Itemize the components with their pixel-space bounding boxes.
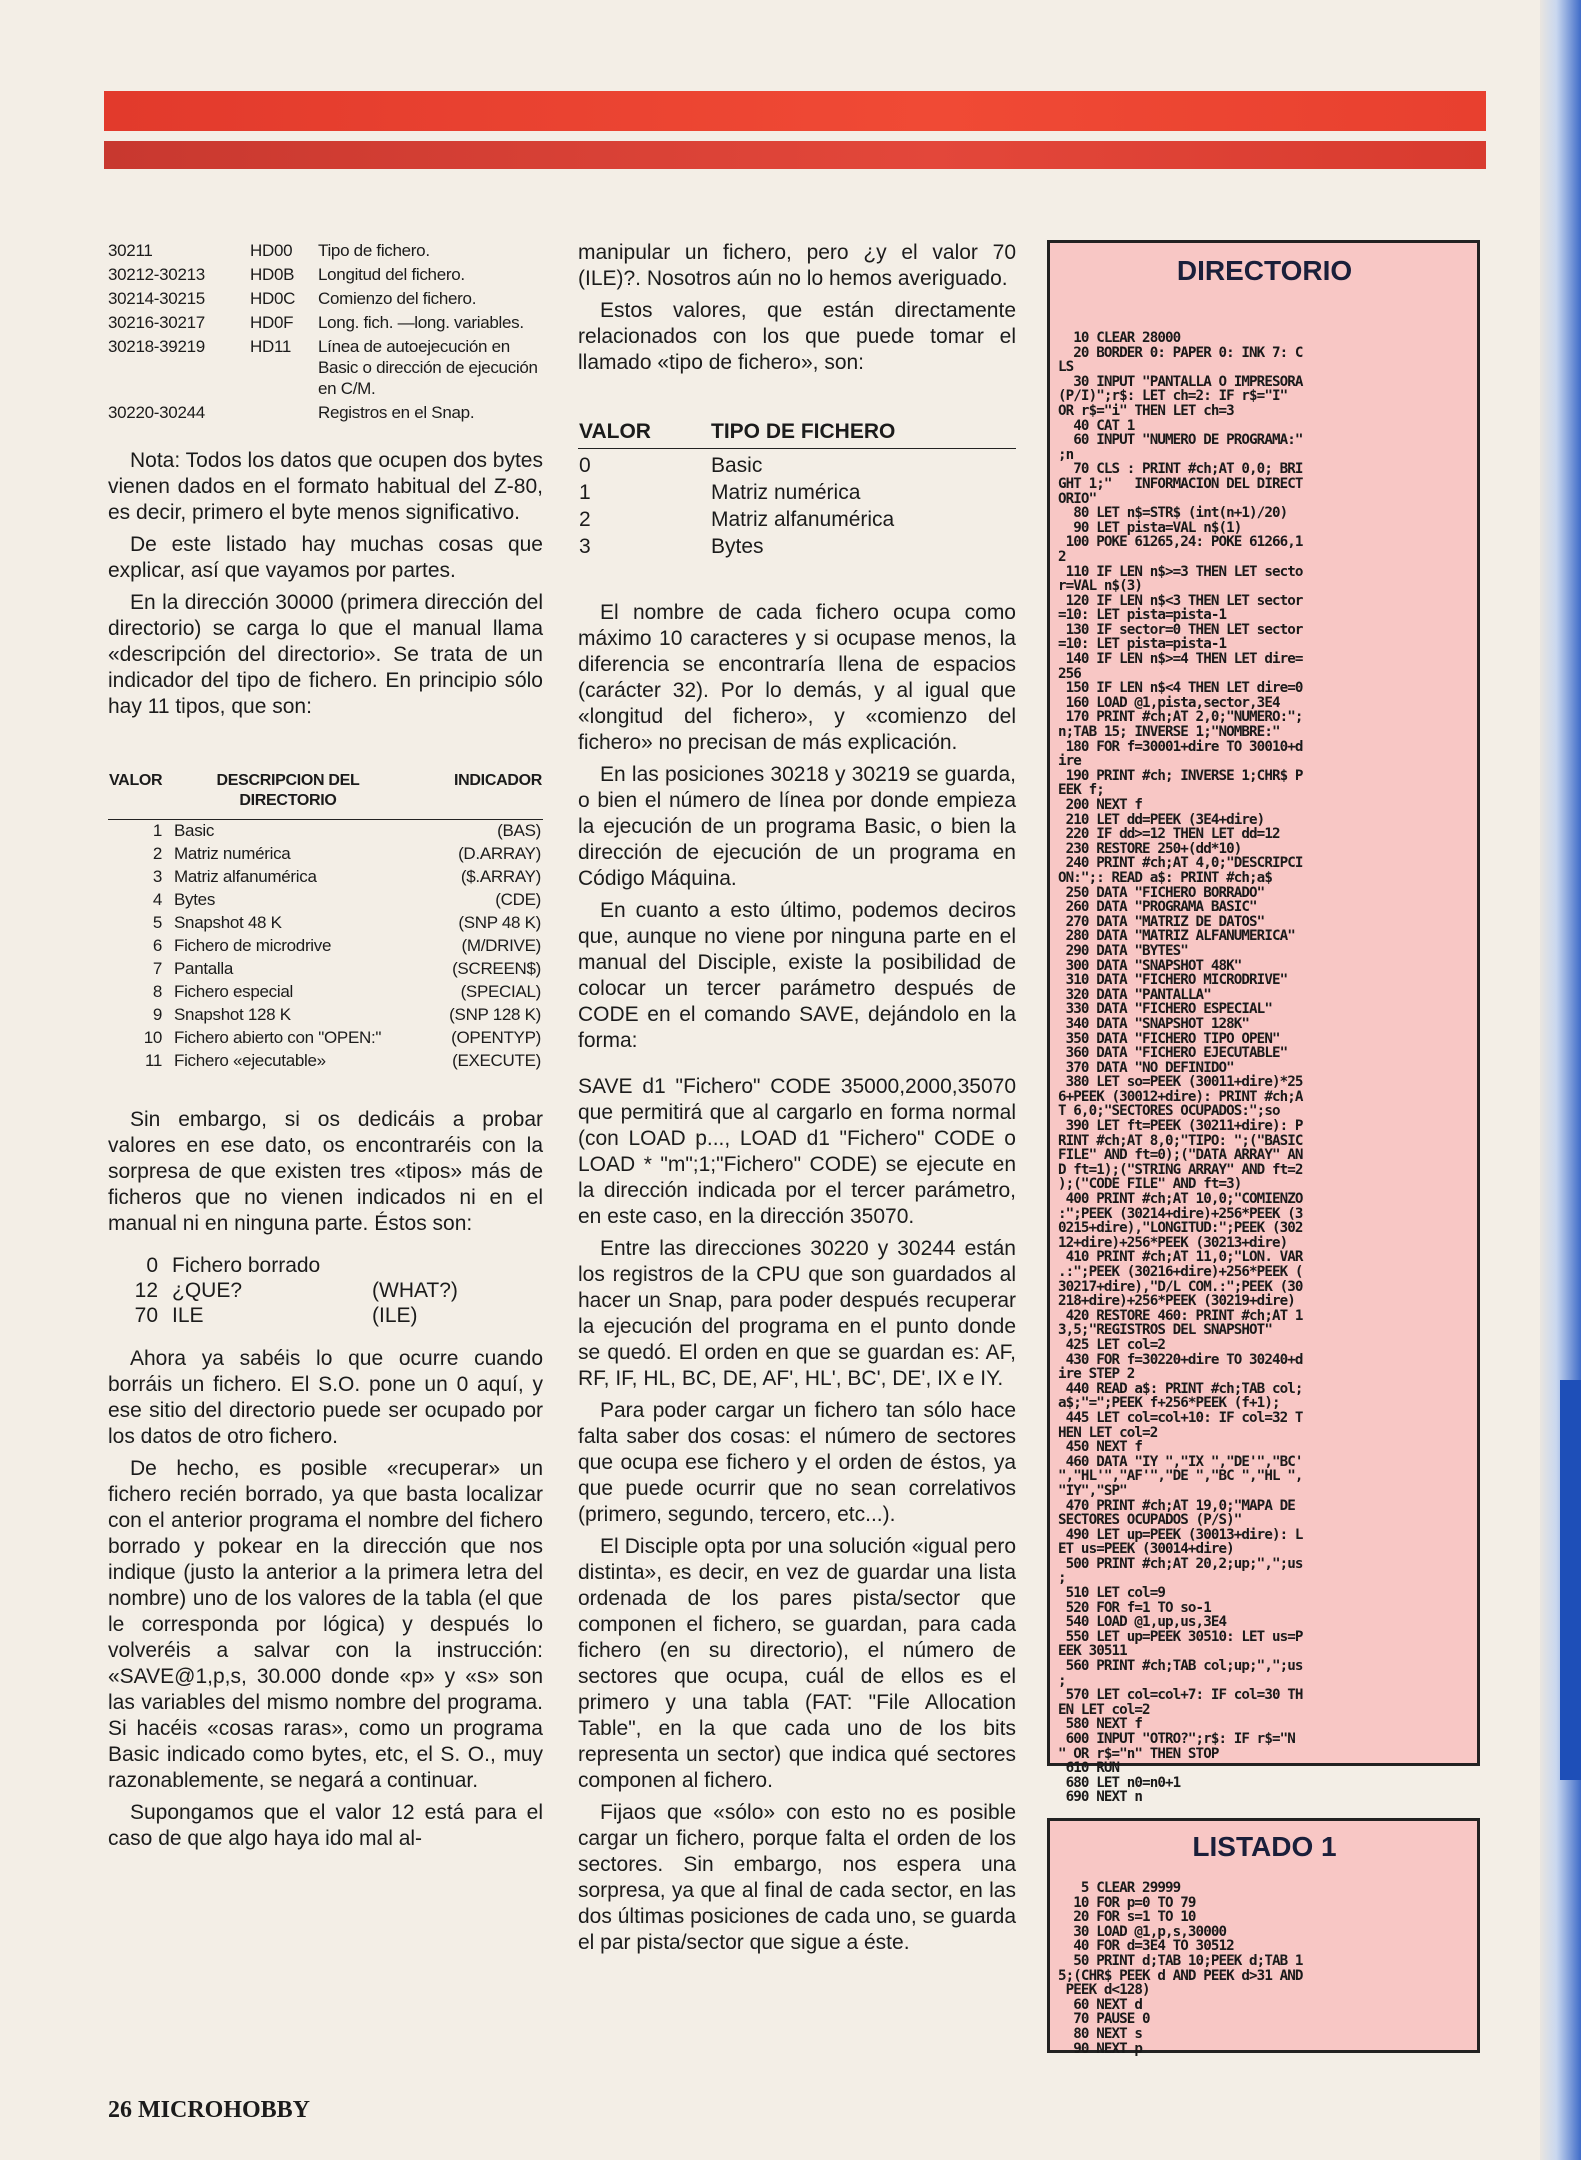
- header-red-bar-secondary: [104, 141, 1486, 169]
- sector-table: [108, 240, 543, 426]
- table-row: [108, 843, 543, 866]
- table-row: [108, 935, 543, 958]
- directorio-title: DIRECTORIO: [1176, 255, 1353, 286]
- indicator-cell: (OPENTYP): [451, 1028, 541, 1047]
- type-cell: Matriz alfanumérica: [711, 508, 895, 531]
- paragraph: Para poder cargar un fichero tan sólo hace falta saber dos cosas: el número de sectores que ocupa ese fichero y el orden de éstos, ya que puede ocurrir que no sean correlativos (primero, segundo, tercero, etc...).: [578, 1399, 1016, 1526]
- indicator-cell: (SNP 128 K): [449, 1005, 541, 1024]
- table-row: [108, 1253, 543, 1278]
- desc-cell: Fichero abierto con "OPEN:": [174, 1028, 382, 1047]
- header-red-bar: [104, 91, 1486, 131]
- valor-cell: 8: [152, 982, 162, 1001]
- intro-paragraphs: [108, 448, 543, 720]
- unknown-types-table: [108, 1253, 543, 1328]
- hex-cell: HD0F: [250, 313, 294, 332]
- valor-cell: 0: [579, 454, 591, 477]
- address-cell: 30216-30217: [108, 313, 205, 332]
- col-desc-header: DESCRIPCION DEL DIRECTORIO: [172, 770, 404, 820]
- indicator-cell: (SPECIAL): [460, 982, 541, 1001]
- directorio-listing-box: [1047, 240, 1480, 1806]
- table-row: [108, 820, 543, 844]
- paragraph: Estos valores, que están directamente relacionados con los que puede tomar el llamado «tipo de fichero», son:: [578, 299, 1016, 374]
- valor-cell: 11: [144, 1051, 162, 1070]
- listado-1-box: [1047, 1818, 1480, 2057]
- desc-cell: Snapshot 128 K: [174, 1005, 291, 1024]
- desc-cell: Fichero «ejecutable»: [174, 1051, 326, 1070]
- paragraph: El Disciple opta por una solución «igual pero distinta», es decir, en vez de guardar una lista ordenada de los pares pista/sector que componen el fichero, se guardan, para cada fichero (en su directorio), el número de sectores que ocupa, cuál de ellos es el primero y una tabla (FAT: "File Allocation Table", en la que cada uno de los bits representa un sector) que indica qué sectores componen al fichero.: [578, 1535, 1016, 1792]
- valor-cell: 5: [152, 913, 162, 932]
- valor-cell: 1: [152, 821, 162, 840]
- address-cell: 30220-30244: [108, 403, 205, 422]
- address-cell: 30218-39219: [108, 337, 205, 356]
- hex-cell: HD11: [250, 337, 292, 356]
- paragraphs-b: [578, 600, 1016, 1054]
- desc-cell: ILE: [172, 1304, 204, 1327]
- table-row: [108, 402, 543, 426]
- table-row: [108, 336, 543, 402]
- valor-cell: 2: [579, 508, 591, 531]
- address-cell: 30211: [108, 241, 153, 260]
- table-row: [108, 1303, 543, 1328]
- indicator-cell: ($.ARRAY): [460, 867, 541, 886]
- desc-cell: Registros en el Snap.: [318, 403, 475, 422]
- desc-cell: Pantalla: [174, 959, 234, 978]
- desc-cell: Matriz numérica: [174, 844, 291, 863]
- listado-code: 5 CLEAR 29999 10 FOR p=0 TO 79 20 FOR s=1 TO 10 30 LOAD @1,p,s,30000 40 FOR d=3E4 TO 30512 50 PRINT d;TAB 10;PEEK d;TAB 1 5;(CHR$ PEEK d AND PEEK d>31 AND PEEK d<128) 60 NEXT d 70 PAUSE 0 80 NEXT s 90 NEXT p: [1058, 1880, 1303, 2057]
- recovery-paragraphs: [108, 1346, 543, 1852]
- paragraph: En las posiciones 30218 y 30219 se guarda, o bien el número de línea por donde empieza la ejecución de un programa Basic, o bien la dirección de ejecución de un programa en Código Máquina.: [578, 763, 1016, 890]
- directorio-code: 10 CLEAR 28000 20 BORDER 0: PAPER 0: INK 7: C LS 30 INPUT "PANTALLA O IMPRESORA (P/I)";r$: LET ch=2: IF r$="I" OR r$="i" THEN LET ch=3 40 CAT 1 60 INPUT "NUMERO DE PROGRAMA:" ;n 70 CLS : PRINT #ch;AT 0,0; BRI GHT 1;" INFORMACION DEL DIRECT ORIO" 80 LET n$=STR$ (int(n+1)/20) 90 LET pista=VAL n$(1) 100 POKE 61265,24: POKE 61266,1 2 110 IF LEN n$>=3 THEN LET secto r=VAL n$(3) 120 IF LEN n$<3 THEN LET sector =10: LET pista=pista-1 130 IF sector=0 THEN LET sector =10: LET pista=pista-1 140 IF LEN n$>=4 THEN LET dire= 256 150 IF LEN n$<4 THEN LET dire=0 160 LOAD @1,pista,sector,3E4 170 PRINT #ch;AT 2,0;"NUMERO:"; n;TAB 15; INVERSE 1;"NOMBRE:" 180 FOR f=30001+dire TO 30010+d ire 190 PRINT #ch; INVERSE 1;CHR$ P EEK f; 200 NEXT f 210 LET dd=PEEK (3E4+dire) 220 IF dd>=12 THEN LET dd=12 230 RESTORE 250+(dd*10) 240 PRINT #ch;AT 4,0;"DESCRIPCI ON:";: READ a$: PRINT #ch;a$ 250 DATA "FICHERO BORRADO" 260 DATA "PROGRAMA BASIC" 270 DATA "MATRIZ DE DATOS" 280 DATA "MATRIZ ALFANUMERICA" 290 DATA "BYTES" 300 DATA "SNAPSHOT 48K" 310 DATA "FICHERO MICRODRIVE" 320 DATA "PANTALLA" 330 DATA "FICHERO ESPECIAL" 340 DATA "SNAPSHOT 128K" 350 DATA "FICHERO TIPO OPEN" 360 DATA "FICHERO EJECUTABLE" 370 DATA "NO DEFINIDO" 380 LET so=PEEK (30011+dire)*25 6+PEEK (30012+dire): PRINT #ch;A T 6,0;"SECTORES OCUPADOS:";so 390 LET ft=PEEK (30211+dire): P RINT #ch;AT 8,0;"TIPO: ";("BASIC FILE" AND ft=0);("DATA ARRAY" AN D ft=1);("STRING ARRAY" AND ft=2 );("CODE FILE" AND ft=3) 400 PRINT #ch;AT 10,0;"COMIENZO :";PEEK (30214+dire)+256*PEEK (3 0215+dire),"LONGITUD:";PEEK (302 12+dire)+256*PEEK (30213+dire) 410 PRINT #ch;AT 11,0;"LON. VAR .:";PEEK (30216+dire)+256*PEEK ( 30217+dire),"D/L COM.:";PEEK (30 218+dire)+256*PEEK (30219+dire) 420 RESTORE 460: PRINT #ch;AT 1 3,5;"REGISTROS DEL SNAPSHOT" 425 LET col=2 430 FOR f=30220+dire TO 30240+d ire STEP 2 440 READ a$: PRINT #ch;TAB col; a$;"=";PEEK f+256*PEEK (f+1); 445 LET col=col+10: IF col=32 T HEN LET col=2 450 NEXT f 460 DATA "IY ","IX ","DE'","BC' ","HL'","AF'","DE ","BC ","HL ", "IY","SP" 470 PRINT #ch;AT 19,0;"MAPA DE SECTORES OCUPADOS (P/S)" 490 LET up=PEEK (30013+dire): L ET us=PEEK (30014+dire) 500 PRINT #ch;AT 20,2;up;",";us ; 510 LET col=9 520 FOR f=1 TO so-1 540 LOAD @1,up,us,3E4 550 LET up=PEEK 30510: LET us=P EEK 30511 560 PRINT #ch;TAB col;up;",";us ; 570 LET col=col+7: IF col=30 TH EN LET col=2 580 NEXT f 600 INPUT "OTRO?";r$: IF r$="N " OR r$="n" THEN STOP 610 RUN 680 LET n0=n0+1 690 NEXT n: [1058, 330, 1303, 1806]
- desc-cell: Matriz alfanumérica: [174, 867, 317, 886]
- paragraphs-a: [578, 240, 1016, 376]
- desc-cell: Longitud del fichero.: [318, 265, 465, 284]
- table-row: [108, 1004, 543, 1027]
- valor-cell: 3: [579, 535, 591, 558]
- table-row: [108, 958, 543, 981]
- col-valor-header: VALOR: [108, 770, 172, 820]
- valor-cell: 4: [152, 890, 162, 909]
- hex-cell: [250, 402, 318, 426]
- valor-cell: 0: [146, 1254, 158, 1277]
- table-row: [108, 1050, 543, 1073]
- desc-cell: ¿QUE?: [172, 1279, 243, 1302]
- save-example-paragraph: SAVE d1 "Fichero" CODE 35000,2000,35070 que permitirá que al cargarlo en forma normal (con LOAD p..., LOAD d1 "Fichero" CODE o LOAD * "m";1;"Fichero" CODE) se ejecute en la dirección indicada por el tercer parámetro, en este caso, en la dirección 35070.: [578, 1075, 1016, 1228]
- indicator-cell: [372, 1253, 543, 1278]
- indicator-cell: (ILE): [372, 1304, 418, 1327]
- indicator-cell: (SNP 48 K): [458, 913, 541, 932]
- desc-cell: Long. fich. —long. variables.: [318, 313, 524, 332]
- indicator-cell: (WHAT?): [372, 1279, 458, 1302]
- table-row: [578, 533, 1016, 560]
- desc-cell: Tipo de fichero.: [318, 241, 430, 260]
- desc-cell: Fichero borrado: [172, 1254, 321, 1277]
- type-cell: Matriz numérica: [711, 481, 861, 504]
- desc-cell: Basic: [174, 821, 215, 840]
- paragraph: El nombre de cada fichero ocupa como máximo 10 caracteres y si ocupase menos, la diferencia se encontraría llena de espacios (carácter 32). Por lo demás, y al igual que «longitud del fichero», y «comienzo del fichero» no precisan de más explicación.: [578, 601, 1016, 754]
- desc-cell: Línea de autoejecución en Basic o dirección de ejecución en C/M.: [318, 337, 538, 398]
- address-cell: 30214-30215: [108, 289, 205, 308]
- paragraph: En cuanto a esto último, podemos deciros que, aunque no viene por ninguna parte en el manual del Disciple, existe la posibilidad de colocar un tercer parámetro después de CODE en el comando SAVE, dejándolo en la forma:: [578, 899, 1016, 1052]
- table-row: [578, 449, 1016, 480]
- paragraph: Ahora ya sabéis lo que ocurre cuando borráis un fichero. El S.O. pone un 0 aquí, y ese sitio del directorio puede ser ocupado por los datos de otro fichero.: [108, 1347, 543, 1448]
- desc-cell: Fichero especial: [174, 982, 293, 1001]
- desc-cell: Fichero de microdrive: [174, 936, 332, 955]
- directory-type-table: [108, 770, 543, 1073]
- desc-cell: Comienzo del fichero.: [318, 289, 477, 308]
- page-footer: 26 MICROHOBBY: [108, 2097, 311, 2123]
- type-cell: Basic: [711, 454, 763, 477]
- page-edge: [1540, 0, 1581, 2160]
- paragraph: Nota: Todos los datos que ocupen dos bytes vienen dados en el formato habitual del Z-80, es decir, primero el byte menos significativo.: [108, 449, 543, 524]
- paragraphs-c: [578, 1236, 1016, 1956]
- table-row: [108, 866, 543, 889]
- valor-cell: 3: [152, 867, 162, 886]
- table-row: [108, 240, 543, 264]
- indicator-cell: (CDE): [495, 890, 541, 909]
- paragraph: manipular un fichero, pero ¿y el valor 70 (ILE)?. Nosotros aún no lo hemos averiguado.: [578, 241, 1016, 290]
- hex-cell: HD00: [250, 241, 293, 260]
- hex-cell: HD0C: [250, 289, 296, 308]
- table-row: [108, 981, 543, 1004]
- valor-cell: 7: [152, 959, 162, 978]
- paragraph: De hecho, es posible «recuperar» un fichero recién borrado, ya que basta localizar con el anterior programa el nombre del fichero borrado y pokear en la dirección que nos indique (justo la anterior a la primera letra del nombre) uno de los valores de la tabla (el que le corresponda por lógica) y después lo volveréis a salvar con la instrucción: «SAVE@1,p,s, 30.000 donde «p» y «s» son las variables del mismo nombre del programa. Si hacéis «cosas raras», como un programa Basic indicado como bytes, etc, el S. O., muy razonablemente, se negará a continuar.: [108, 1457, 543, 1792]
- indicator-cell: (D.ARRAY): [458, 844, 541, 863]
- valor-cell: 9: [152, 1005, 162, 1024]
- desc-cell: Bytes: [174, 890, 216, 909]
- table-row: [108, 312, 543, 336]
- type-cell: Bytes: [711, 535, 764, 558]
- table-row: [108, 1027, 543, 1050]
- valor-cell: 10: [143, 1028, 162, 1047]
- table-row: [108, 1278, 543, 1303]
- address-cell: 30212-30213: [108, 265, 205, 284]
- col-ind-header: INDICADOR: [404, 770, 543, 820]
- indicator-cell: (BAS): [497, 821, 541, 840]
- valor-cell: 6: [152, 936, 162, 955]
- col-valor-header: VALOR: [578, 418, 710, 449]
- table-row: [108, 288, 543, 312]
- valor-cell: 1: [579, 481, 591, 504]
- listado-title: LISTADO 1: [1192, 1831, 1337, 1862]
- indicator-cell: (EXECUTE): [452, 1051, 541, 1070]
- paragraph: Entre las direcciones 30220 y 30244 están los registros de la CPU que son guardados al hacer un Snap, para poder después recuperar la ejecución del programa en el punto donde se quedó. El orden en que se guardan es: AF, RF, IF, HL, BC, DE, AF', HL', BC', DE', IX e IY.: [578, 1237, 1016, 1390]
- valor-cell: 12: [134, 1279, 158, 1302]
- paragraph: Supongamos que el valor 12 está para el caso de que algo haya ido mal al-: [108, 1801, 543, 1850]
- indicator-cell: (M/DRIVE): [461, 936, 541, 955]
- desc-cell: Snapshot 48 K: [174, 913, 282, 932]
- table-row: [108, 912, 543, 935]
- column-middle: [578, 240, 1016, 1962]
- table-row: [108, 264, 543, 288]
- table-row: [578, 506, 1016, 533]
- paragraph: Sin embargo, si os dedicáis a probar valores en ese dato, os encontraréis con la sorpresa de que existen tres «tipos» más de ficheros que no vienen indicados ni en el manual ni en ninguna parte. Éstos son:: [108, 1108, 543, 1235]
- indicator-cell: (SCREEN$): [452, 959, 541, 978]
- table-row: [108, 889, 543, 912]
- paragraph: En la dirección 30000 (primera dirección del directorio) se carga lo que el manual llama «descripción del directorio». Se trata de un indicador del tipo de fichero. En principio sólo hay 11 tipos, que son:: [108, 591, 543, 718]
- table-row: [578, 479, 1016, 506]
- paragraph: De este listado hay muchas cosas que explicar, así que vayamos por partes.: [108, 533, 543, 582]
- file-type-table: [578, 418, 1016, 560]
- col-tipo-header: TIPO DE FICHERO: [710, 418, 1016, 449]
- page-edge-tab: [1560, 1380, 1581, 1780]
- hex-cell: HD0B: [250, 265, 295, 284]
- paragraph: Fijaos que «sólo» con esto no es posible cargar un fichero, porque falta el orden de los sectores. Sin embargo, nos espera una sorpresa, ya que al final de cada sector, en las dos últimas posiciones de cada uno, se guarda el par pista/sector que sigue a éste.: [578, 1801, 1016, 1954]
- valor-cell: 70: [134, 1304, 158, 1327]
- column-left: [108, 240, 543, 1858]
- valor-cell: 2: [152, 844, 162, 863]
